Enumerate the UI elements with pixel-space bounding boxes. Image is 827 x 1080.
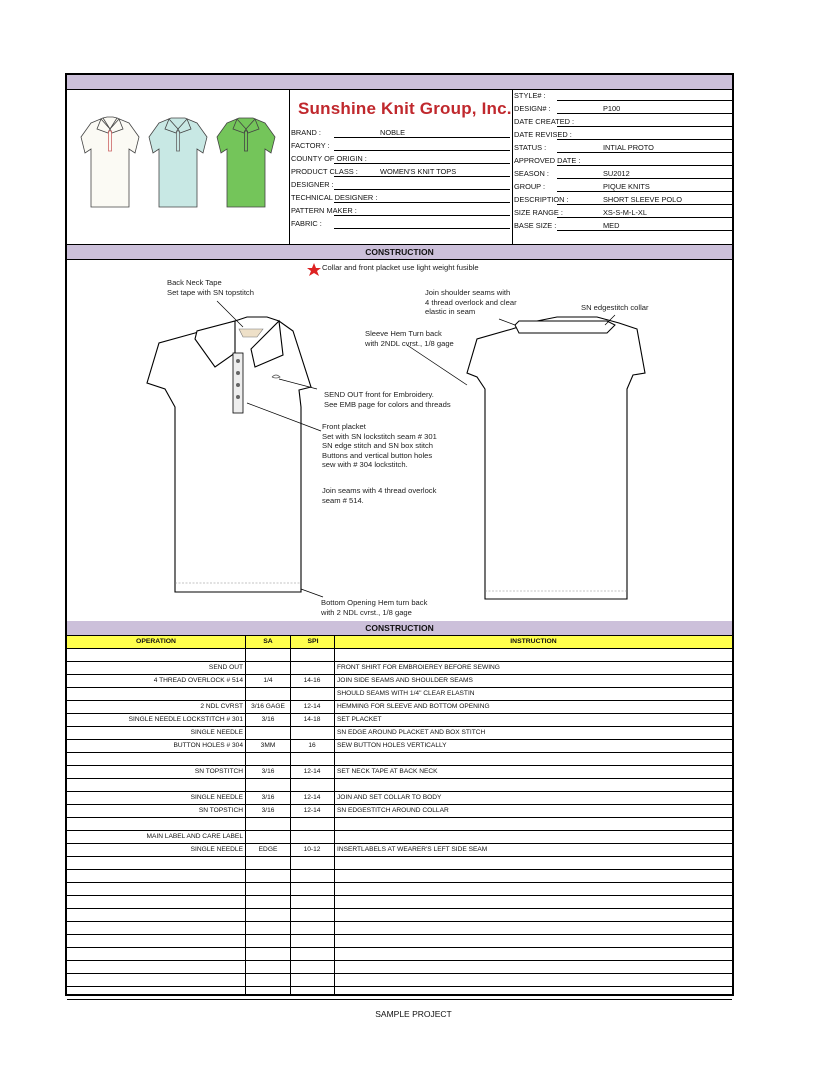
spi-cell[interactable]: 10-12 [303,846,321,853]
spi-cell[interactable]: 12-14 [303,768,321,775]
colorway-thumbnails [67,89,290,244]
table-row [67,714,732,727]
field-row [290,126,512,139]
field-underline [557,139,733,140]
field-value[interactable]: MED [603,221,620,230]
shirt-blue-thumbnail [145,115,211,211]
sa-cell[interactable]: 3/16 GAGE [251,703,285,710]
field-label: SIZE RANGE : [514,208,563,217]
spi-cell[interactable]: 12-14 [303,807,321,814]
table-row [67,701,732,714]
field-underline [334,176,510,177]
operation-cell[interactable]: SEND OUT [208,664,243,671]
instruction-cell[interactable]: JOIN AND SET COLLAR TO BODY [337,794,442,801]
field-value[interactable]: SHORT SLEEVE POLO [603,195,683,204]
field-row [290,217,512,230]
spi-cell[interactable]: 14-18 [303,716,321,723]
table-row [67,857,732,870]
instruction-cell[interactable]: JOIN SIDE SEAMS AND SHOULDER SEAMS [337,677,473,684]
field-value[interactable]: PIQUE KNITS [603,182,650,191]
sa-cell[interactable]: 3/16 [261,807,275,814]
operation-cell[interactable]: SN TOPSTICH [198,807,243,814]
table-row [67,675,732,688]
table-row [67,649,732,662]
table-row [67,883,732,896]
field-row [290,191,512,204]
field-label: SEASON : [514,169,549,178]
field-underline [557,113,733,114]
field-row [290,152,512,165]
field-label: APPROVED DATE : [514,156,581,165]
table-row [67,818,732,831]
field-underline [557,191,733,192]
table-row [67,688,732,701]
table-row [67,662,732,675]
field-label: DESCRIPTION : [514,195,569,204]
table-row [67,740,732,753]
product-info-left [290,89,513,244]
field-label: PATTERN MAKER : [291,206,357,215]
field-label: FACTORY : [291,141,330,150]
front-placket-note: Front placket Set with SN lockstitch seam # 301 SN edge stitch and SN box stitch Buttons and vertical button holes sew with # 304 lockstitch. [322,422,437,469]
instruction-cell[interactable]: SN EDGESTITCH AROUND COLLAR [337,807,449,814]
table-row [67,961,732,974]
header-instruction: INSTRUCTION [510,638,557,645]
field-row [513,128,734,141]
spi-cell[interactable]: 16 [308,742,316,749]
fusible-note: Collar and front placket use light weight fusible [322,263,479,272]
operation-cell[interactable]: 4 THREAD OVERLOCK # 514 [153,677,243,684]
table-row [67,909,732,922]
sa-cell[interactable]: 3/16 [261,794,275,801]
field-value[interactable]: INTIAL PROTO [603,143,654,152]
field-row [513,115,734,128]
field-label: DESIGN# : [514,104,551,113]
table-row [67,896,732,909]
field-underline [557,204,733,205]
operation-cell[interactable]: SINGLE NEEDLE [190,794,243,801]
operation-cell[interactable]: SINGLE NEEDLE [190,729,243,736]
embroidery-note: SEND OUT front for Embroidery. See EMB page for colors and threads [324,390,451,409]
field-row [290,204,512,217]
field-label: DATE REVISED : [514,130,572,139]
spi-cell[interactable]: 14-16 [303,677,321,684]
back-neck-note: Back Neck Tape Set tape with SN topstitch [167,278,254,297]
sa-cell[interactable]: 3/16 [261,716,275,723]
field-value[interactable]: P100 [603,104,621,113]
sa-cell[interactable]: 3MM [260,742,276,749]
instruction-cell[interactable]: SHOULD SEAMS WITH 1/4" CLEAR ELASTIN [337,690,475,697]
table-row [67,844,732,857]
table-row [67,948,732,961]
field-underline [334,150,510,151]
field-value[interactable]: SU2012 [603,169,630,178]
field-label: TECHNICAL DESIGNER : [291,193,378,202]
operation-cell[interactable]: SN TOPSTITCH [194,768,243,775]
table-row [67,766,732,779]
field-underline [334,137,510,138]
instruction-cell[interactable]: HEMMING FOR SLEEVE AND BOTTOM OPENING [337,703,490,710]
table-row [67,974,732,987]
field-label: BASE SIZE : [514,221,557,230]
table-row [67,935,732,948]
field-underline [557,100,733,101]
instruction-cell[interactable]: SET NECK TAPE AT BACK NECK [337,768,438,775]
header-spi: SPI [307,638,319,645]
operation-cell[interactable]: 2 NDL CVRST [200,703,243,710]
collar-note: SN edgestitch collar [581,303,649,312]
field-label: STATUS : [514,143,547,152]
operation-cell[interactable]: MAIN LABEL AND CARE LABEL [146,833,243,840]
header-operation: OPERATION [136,638,176,645]
field-row [513,206,734,219]
field-label: GROUP : [514,182,546,191]
instruction-cell[interactable]: SN EDGE AROUND PLACKET AND BOX STITCH [337,729,486,736]
spi-cell[interactable]: 12-14 [303,794,321,801]
top-band [67,75,732,90]
field-underline [557,230,733,231]
field-value[interactable]: XS-S-M-L-XL [603,208,647,217]
table-row [67,922,732,935]
company-logo-title: Sunshine Knit Group, Inc. [298,99,512,118]
field-row [513,154,734,167]
field-label: COUNTY OF ORIGIN : [291,154,367,163]
field-label: DESIGNER : [291,180,334,189]
field-row [513,180,734,193]
field-row [290,165,512,178]
table-row [67,792,732,805]
field-label: STYLE# : [514,91,546,100]
field-row [513,141,734,154]
field-label: FABRIC : [291,219,322,228]
header-section [67,89,732,246]
field-underline [334,202,510,203]
field-underline [557,217,733,218]
sleeve-hem-note: Sleeve Hem Turn back with 2NDL cvrst., 1/8 gage [365,329,454,348]
sa-cell[interactable]: EDGE [258,846,278,853]
field-label: PRODUCT CLASS : [291,167,358,176]
instruction-cell[interactable]: SEW BUTTON HOLES VERTICALLY [337,742,447,749]
table-row [67,987,732,1000]
field-underline [557,126,733,127]
instruction-cell[interactable]: FRONT SHIRT FOR EMBROIEREY BEFORE SEWING [337,664,500,671]
instruction-cell[interactable]: INSERTLABELS AT WEARER'S LEFT SIDE SEAM [337,846,488,853]
field-label: DATE CREATED : [514,117,575,126]
star-icon [307,263,321,276]
construction-table-title: CONSTRUCTION [67,621,732,636]
product-info-right [513,89,734,244]
shoulder-seam-note: Join shoulder seams with 4 thread overlock and clear elastic in seam [425,288,517,316]
sa-cell[interactable]: 1/4 [263,677,273,684]
field-underline [334,228,510,229]
construction-section-title: CONSTRUCTION [67,245,732,260]
field-underline [334,189,510,190]
spi-cell[interactable]: 12-14 [303,703,321,710]
field-label: BRAND : [291,128,321,137]
header-sa: SA [263,638,273,645]
table-header-row [67,636,732,649]
operation-cell[interactable]: SINGLE NEEDLE LOCKSTITCH # 301 [128,716,243,723]
field-underline [557,165,733,166]
footer-text: SAMPLE PROJECT [375,1009,452,1019]
sa-cell[interactable]: 3/16 [261,768,275,775]
field-row [513,89,734,102]
field-row [290,139,512,152]
bottom-hem-note: Bottom Opening Hem turn back with 2 NDL cvrst., 1/8 gage [321,598,428,617]
operation-cell[interactable]: BUTTON HOLES # 304 [173,742,243,749]
table-row [67,727,732,740]
operation-cell[interactable]: SINGLE NEEDLE [190,846,243,853]
field-row [290,178,512,191]
table-row [67,805,732,818]
field-row [513,102,734,115]
tech-pack-sheet [65,73,734,996]
shirt-green-thumbnail [213,115,279,211]
table-row [67,753,732,766]
field-underline [334,215,510,216]
instruction-cell[interactable]: SET PLACKET [337,716,382,723]
field-row [513,219,734,232]
table-row [67,831,732,844]
field-row [513,167,734,180]
table-row [67,870,732,883]
shirt-white-thumbnail [77,115,143,211]
field-underline [334,163,510,164]
field-underline [557,152,733,153]
construction-drawing [67,259,732,623]
table-row [67,779,732,792]
join-seams-note: Join seams with 4 thread overlock seam # 514. [322,486,437,505]
field-value[interactable]: NOBLE [380,128,406,137]
field-underline [557,178,733,179]
field-row [513,193,734,206]
field-value[interactable]: WOMEN'S KNIT TOPS [380,167,457,176]
